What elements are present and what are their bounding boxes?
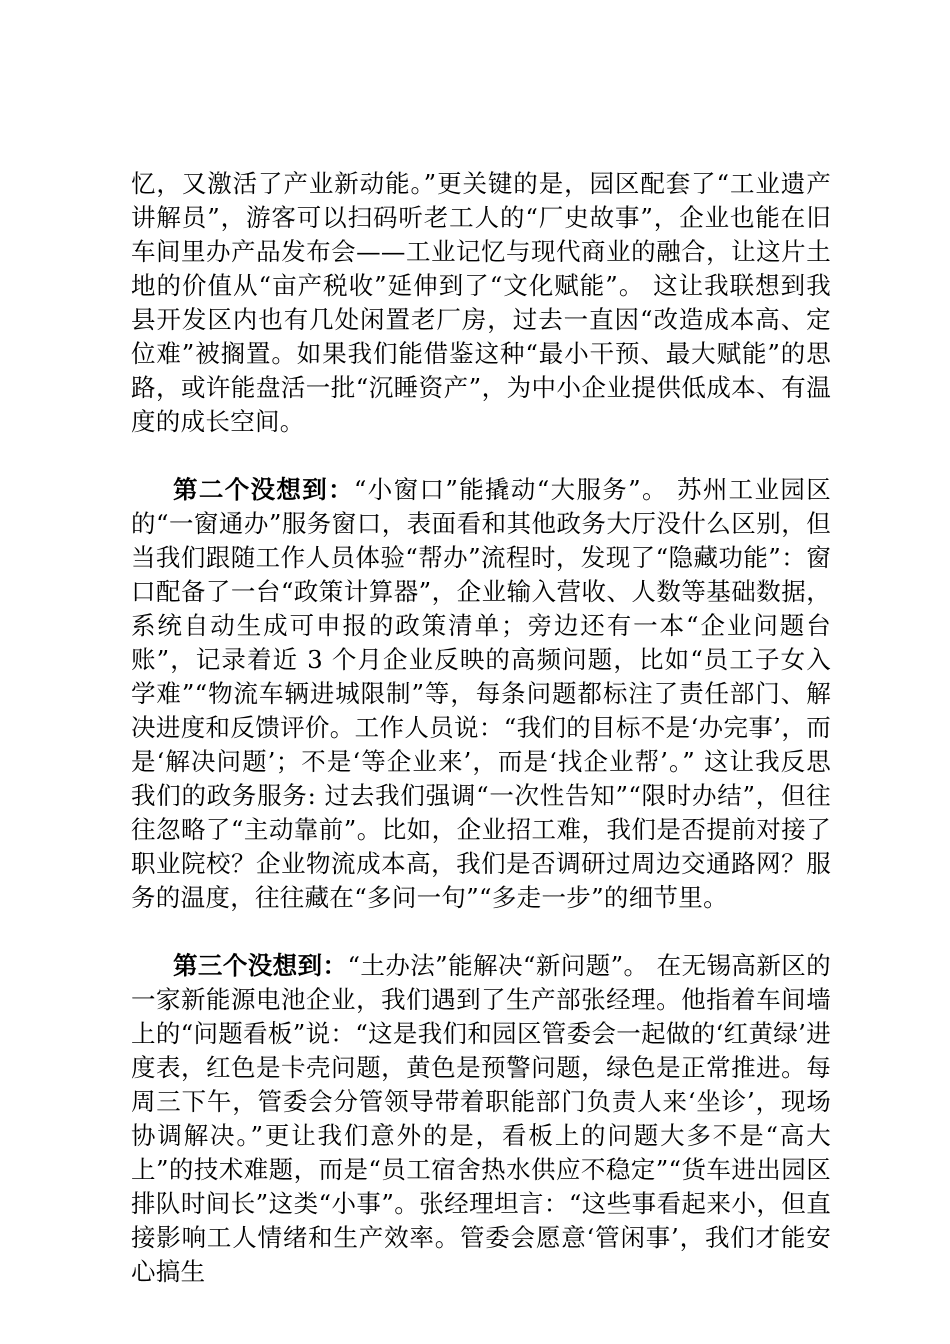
paragraph-3 (131, 949, 831, 1289)
paragraph-1-text: 忆，又激活了产业新动能。”更关键的是，园区配套了“工业遗产讲解员”，游客可以扫码听老工人的“厂史故事”，企业也能在旧车间里办产品发布会——工业记忆与现代商业的融合，让这片土地的价值从“亩产税收”延伸到了“文化赋能”。 这让我联想到我县开发区内也有几处闲置老厂房，过去一直因“改造成本高、定位难”被搁置。如果我们能借鉴这种“最小干预、最大赋能”的思路，或许能盘活一批“沉睡资产”，为中小企业提供低成本、有温度的成长空间。 (131, 169, 831, 436)
paragraph-2-lead: 第二个没想到： (173, 475, 354, 504)
paragraph-1 (131, 167, 831, 439)
paragraph-2 (131, 473, 831, 915)
paragraph-3-lead: 第三个没想到： (173, 951, 348, 980)
paragraph-spacer (131, 439, 831, 473)
paragraph-3-text: “土办法”能解决“新问题”。 在无锡高新区的一家新能源电池企业，我们遇到了生产部张经理。他指着车间墙上的“问题看板”说：“这是我们和园区管委会一起做的‘红黄绿’进度表，红色是卡壳问题，黄色是预警问题，绿色是正常推进。每周三下午，管委会分管领导带着职能部门负责人来‘坐诊’，现场协调解决。”更让我们意外的是，看板上的问题大多不是“高大上”的技术难题，而是“员工宿舍热水供应不稳定”“货车进出园区排队时间长”这类“小事”。张经理坦言：“这些事看起来小，但直接影响工人情绪和生产效率。管委会愿意‘管闲事’，我们才能安心搞生 (131, 951, 831, 1286)
paragraph-2-text: “小窗口”能撬动“大服务”。 苏州工业园区的“一窗通办”服务窗口，表面看和其他政务大厅没什么区别，但当我们跟随工作人员体验“帮办”流程时，发现了“隐藏功能”：窗口配备了一台“政策计算器”，企业输入营收、人数等基础数据，系统自动生成可申报的政策清单；旁边还有一本“企业问题台账”，记录着近 3 个月企业反映的高频问题，比如“员工子女入学难”“物流车辆进城限制”等，每条问题都标注了责任部门、解决进度和反馈评价。工作人员说：“我们的目标不是‘办完事’，而是‘解决问题’；不是‘等企业来’，而是‘找企业帮’。” 这让我反思我们的政务服务: 过去我们强调“一次性告知”“限时办结”，但往往忽略了“主动靠前”。比如，企业招工难，我们是否提前对接了职业院校？企业物流成本高，我们是否调研过周边交通路网？服务的温度，往往藏在“多问一句”“多走一步”的细节里。 (131, 475, 831, 912)
document-page (131, 167, 831, 1289)
paragraph-spacer (131, 915, 831, 949)
